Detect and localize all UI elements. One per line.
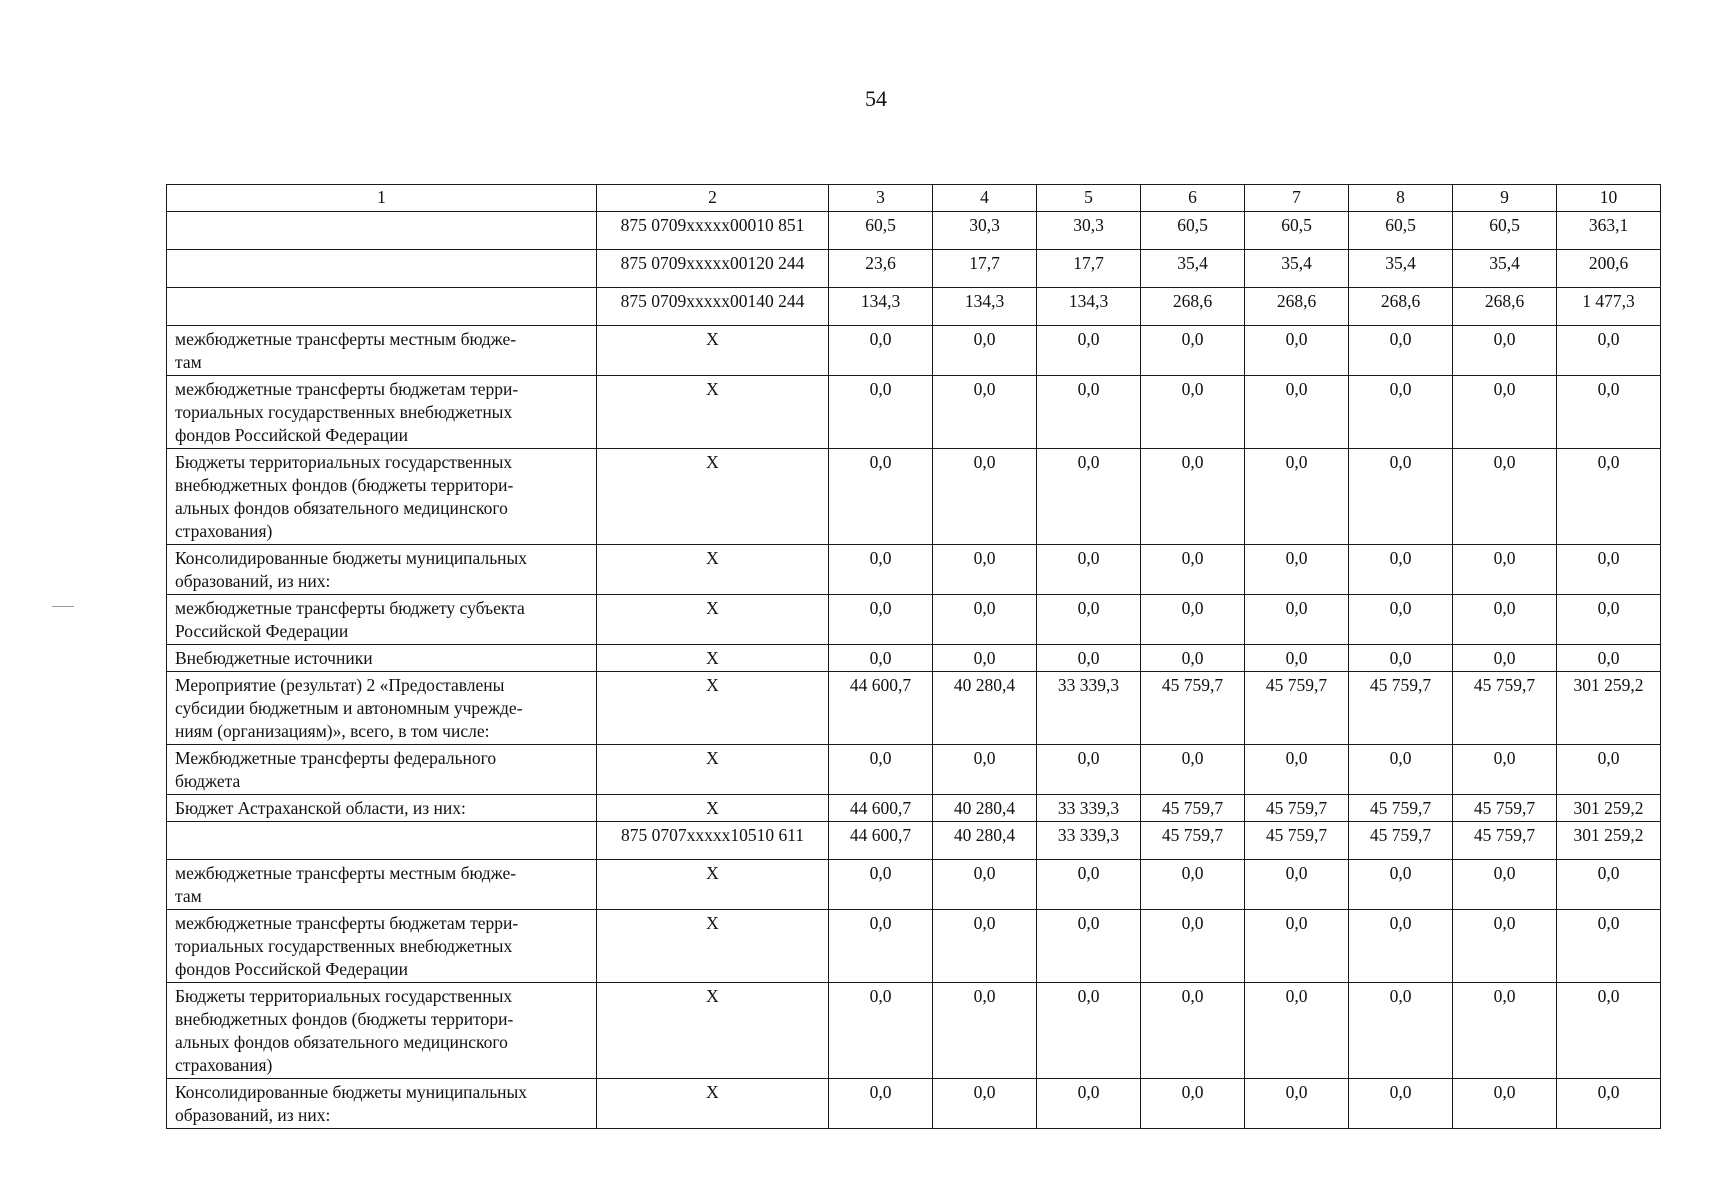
year-value-cell: 60,5 <box>1453 212 1557 250</box>
year-value-cell: 0,0 <box>1245 376 1349 449</box>
year-value-cell: 0,0 <box>933 449 1037 545</box>
budget-code-x: X <box>597 595 829 645</box>
year-value-cell: 0,0 <box>829 1079 933 1129</box>
table-row <box>167 326 1661 376</box>
year-value-cell: 0,0 <box>1453 745 1557 795</box>
year-value-cell: 0,0 <box>1349 326 1453 376</box>
year-value-cell: 0,0 <box>1141 326 1245 376</box>
table-row <box>167 983 1661 1079</box>
year-value-cell: 0,0 <box>1245 745 1349 795</box>
total-value-cell: 0,0 <box>1557 1079 1661 1129</box>
year-value-cell: 0,0 <box>1245 1079 1349 1129</box>
year-value-cell: 35,4 <box>1245 250 1349 288</box>
row-description <box>167 250 597 288</box>
year-value-cell: 0,0 <box>933 326 1037 376</box>
year-value-cell: 0,0 <box>933 645 1037 672</box>
budget-code-x: X <box>597 326 829 376</box>
year-value-cell: 0,0 <box>933 910 1037 983</box>
year-value-cell: 0,0 <box>829 983 933 1079</box>
year-value-cell: 17,7 <box>933 250 1037 288</box>
budget-classification-code: 875 0707xxxxx10510 611 <box>597 822 829 860</box>
table-row <box>167 745 1661 795</box>
year-value-cell: 0,0 <box>1141 645 1245 672</box>
row-description: Консолидированные бюджеты муниципальных образований, из них: <box>167 1079 597 1129</box>
budget-code-x: X <box>597 1079 829 1129</box>
row-description: межбюджетные трансферты бюджетам терри- ториальных государственных внебюджетных фондов Российской Федерации <box>167 376 597 449</box>
year-value-cell: 0,0 <box>933 545 1037 595</box>
year-value-cell: 60,5 <box>1141 212 1245 250</box>
year-value-cell: 0,0 <box>1453 983 1557 1079</box>
row-description: Бюджет Астраханской области, из них: <box>167 795 597 822</box>
year-value-cell: 0,0 <box>1037 1079 1141 1129</box>
row-description: межбюджетные трансферты местным бюдже- там <box>167 860 597 910</box>
table-row <box>167 376 1661 449</box>
year-value-cell: 0,0 <box>1037 910 1141 983</box>
year-value-cell: 0,0 <box>1245 545 1349 595</box>
budget-code-x: X <box>597 672 829 745</box>
row-description: Мероприятие (результат) 2 «Предоставлены субсидии бюджетным и автономным учрежде- ниям (организациям)», всего, в том числе: <box>167 672 597 745</box>
row-description <box>167 288 597 326</box>
year-value-cell: 0,0 <box>1245 326 1349 376</box>
year-value-cell: 0,0 <box>1349 860 1453 910</box>
year-value-cell: 60,5 <box>1349 212 1453 250</box>
column-number-header-row <box>167 185 1661 212</box>
budget-code-x: X <box>597 860 829 910</box>
year-value-cell: 40 280,4 <box>933 795 1037 822</box>
year-value-cell: 0,0 <box>1453 1079 1557 1129</box>
year-value-cell: 0,0 <box>1141 910 1245 983</box>
year-value-cell: 45 759,7 <box>1349 672 1453 745</box>
year-value-cell: 45 759,7 <box>1141 672 1245 745</box>
total-value-cell: 0,0 <box>1557 910 1661 983</box>
year-value-cell: 134,3 <box>1037 288 1141 326</box>
year-value-cell: 0,0 <box>1349 983 1453 1079</box>
year-value-cell: 40 280,4 <box>933 822 1037 860</box>
year-value-cell: 30,3 <box>933 212 1037 250</box>
row-description: межбюджетные трансферты местным бюдже- там <box>167 326 597 376</box>
total-value-cell: 0,0 <box>1557 326 1661 376</box>
year-value-cell: 0,0 <box>1453 860 1557 910</box>
year-value-cell: 0,0 <box>1141 745 1245 795</box>
year-value-cell: 134,3 <box>933 288 1037 326</box>
year-value-cell: 33 339,3 <box>1037 822 1141 860</box>
year-value-cell: 0,0 <box>1349 910 1453 983</box>
total-value-cell: 0,0 <box>1557 745 1661 795</box>
table-row <box>167 910 1661 983</box>
year-value-cell: 45 759,7 <box>1245 672 1349 745</box>
column-header: 2 <box>597 185 829 212</box>
year-value-cell: 0,0 <box>1037 545 1141 595</box>
table-row <box>167 822 1661 860</box>
column-header: 3 <box>829 185 933 212</box>
budget-code-x: X <box>597 910 829 983</box>
total-value-cell: 0,0 <box>1557 595 1661 645</box>
total-value-cell: 301 259,2 <box>1557 672 1661 745</box>
row-description: Консолидированные бюджеты муниципальных образований, из них: <box>167 545 597 595</box>
total-value-cell: 0,0 <box>1557 449 1661 545</box>
year-value-cell: 0,0 <box>829 745 933 795</box>
total-value-cell: 363,1 <box>1557 212 1661 250</box>
year-value-cell: 0,0 <box>1037 595 1141 645</box>
year-value-cell: 0,0 <box>933 745 1037 795</box>
column-header: 1 <box>167 185 597 212</box>
year-value-cell: 0,0 <box>1037 449 1141 545</box>
year-value-cell: 23,6 <box>829 250 933 288</box>
year-value-cell: 0,0 <box>829 326 933 376</box>
year-value-cell: 17,7 <box>1037 250 1141 288</box>
year-value-cell: 0,0 <box>1037 645 1141 672</box>
year-value-cell: 45 759,7 <box>1453 672 1557 745</box>
year-value-cell: 0,0 <box>829 645 933 672</box>
column-header: 9 <box>1453 185 1557 212</box>
year-value-cell: 45 759,7 <box>1453 795 1557 822</box>
table-row <box>167 672 1661 745</box>
row-description: Межбюджетные трансферты федерального бюджета <box>167 745 597 795</box>
year-value-cell: 268,6 <box>1245 288 1349 326</box>
year-value-cell: 0,0 <box>829 545 933 595</box>
year-value-cell: 0,0 <box>1141 1079 1245 1129</box>
year-value-cell: 0,0 <box>1349 745 1453 795</box>
table-body <box>167 185 1661 1129</box>
year-value-cell: 45 759,7 <box>1141 822 1245 860</box>
total-value-cell: 301 259,2 <box>1557 822 1661 860</box>
year-value-cell: 40 280,4 <box>933 672 1037 745</box>
total-value-cell: 200,6 <box>1557 250 1661 288</box>
table-row <box>167 1079 1661 1129</box>
year-value-cell: 0,0 <box>1349 376 1453 449</box>
year-value-cell: 0,0 <box>829 376 933 449</box>
year-value-cell: 0,0 <box>1141 983 1245 1079</box>
year-value-cell: 60,5 <box>1245 212 1349 250</box>
year-value-cell: 45 759,7 <box>1245 822 1349 860</box>
column-header: 5 <box>1037 185 1141 212</box>
budget-code-x: X <box>597 645 829 672</box>
total-value-cell: 0,0 <box>1557 645 1661 672</box>
year-value-cell: 268,6 <box>1141 288 1245 326</box>
year-value-cell: 0,0 <box>933 860 1037 910</box>
year-value-cell: 0,0 <box>1245 595 1349 645</box>
year-value-cell: 0,0 <box>1453 545 1557 595</box>
row-description <box>167 212 597 250</box>
row-description: Бюджеты территориальных государственных внебюджетных фондов (бюджеты территори- альных фондов обязательного медицинского страхования) <box>167 449 597 545</box>
year-value-cell: 0,0 <box>1245 983 1349 1079</box>
year-value-cell: 0,0 <box>1349 645 1453 672</box>
total-value-cell: 1 477,3 <box>1557 288 1661 326</box>
year-value-cell: 0,0 <box>1453 326 1557 376</box>
year-value-cell: 0,0 <box>1245 910 1349 983</box>
year-value-cell: 0,0 <box>1141 449 1245 545</box>
year-value-cell: 0,0 <box>1037 745 1141 795</box>
year-value-cell: 0,0 <box>1453 645 1557 672</box>
table-row <box>167 645 1661 672</box>
year-value-cell: 35,4 <box>1453 250 1557 288</box>
budget-classification-code: 875 0709xxxxx00120 244 <box>597 250 829 288</box>
year-value-cell: 0,0 <box>1245 449 1349 545</box>
year-value-cell: 0,0 <box>1037 860 1141 910</box>
year-value-cell: 0,0 <box>1141 376 1245 449</box>
table-row <box>167 545 1661 595</box>
budget-table <box>166 184 1661 1129</box>
table-row <box>167 860 1661 910</box>
year-value-cell: 0,0 <box>933 1079 1037 1129</box>
year-value-cell: 44 600,7 <box>829 672 933 745</box>
year-value-cell: 0,0 <box>1453 376 1557 449</box>
year-value-cell: 268,6 <box>1453 288 1557 326</box>
budget-code-x: X <box>597 449 829 545</box>
budget-classification-code: 875 0709xxxxx00140 244 <box>597 288 829 326</box>
year-value-cell: 45 759,7 <box>1349 795 1453 822</box>
row-description: межбюджетные трансферты бюджету субъекта Российской Федерации <box>167 595 597 645</box>
year-value-cell: 0,0 <box>933 983 1037 1079</box>
row-description: межбюджетные трансферты бюджетам терри- ториальных государственных внебюджетных фондов Российской Федерации <box>167 910 597 983</box>
column-header: 7 <box>1245 185 1349 212</box>
table-row <box>167 250 1661 288</box>
total-value-cell: 0,0 <box>1557 860 1661 910</box>
table-row <box>167 449 1661 545</box>
row-description: Внебюджетные источники <box>167 645 597 672</box>
year-value-cell: 45 759,7 <box>1349 822 1453 860</box>
page-number: 54 <box>865 86 887 111</box>
column-header: 4 <box>933 185 1037 212</box>
table-row <box>167 795 1661 822</box>
table-row <box>167 288 1661 326</box>
year-value-cell: 0,0 <box>1037 376 1141 449</box>
row-description <box>167 822 597 860</box>
year-value-cell: 0,0 <box>1141 545 1245 595</box>
year-value-cell: 0,0 <box>1141 860 1245 910</box>
year-value-cell: 33 339,3 <box>1037 795 1141 822</box>
year-value-cell: 35,4 <box>1349 250 1453 288</box>
budget-code-x: X <box>597 376 829 449</box>
budget-code-x: X <box>597 745 829 795</box>
year-value-cell: 0,0 <box>1245 645 1349 672</box>
year-value-cell: 0,0 <box>829 595 933 645</box>
column-header: 10 <box>1557 185 1661 212</box>
budget-code-x: X <box>597 983 829 1079</box>
year-value-cell: 0,0 <box>1245 860 1349 910</box>
year-value-cell: 0,0 <box>1349 1079 1453 1129</box>
year-value-cell: 44 600,7 <box>829 822 933 860</box>
year-value-cell: 33 339,3 <box>1037 672 1141 745</box>
year-value-cell: 0,0 <box>829 910 933 983</box>
year-value-cell: 0,0 <box>829 449 933 545</box>
year-value-cell: 0,0 <box>1453 595 1557 645</box>
year-value-cell: 45 759,7 <box>1141 795 1245 822</box>
budget-classification-code: 875 0709xxxxx00010 851 <box>597 212 829 250</box>
year-value-cell: 0,0 <box>1141 595 1245 645</box>
budget-code-x: X <box>597 545 829 595</box>
year-value-cell: 0,0 <box>1453 910 1557 983</box>
year-value-cell: 0,0 <box>1349 449 1453 545</box>
year-value-cell: 0,0 <box>1453 449 1557 545</box>
table-row <box>167 212 1661 250</box>
total-value-cell: 301 259,2 <box>1557 795 1661 822</box>
total-value-cell: 0,0 <box>1557 376 1661 449</box>
total-value-cell: 0,0 <box>1557 983 1661 1079</box>
year-value-cell: 45 759,7 <box>1453 822 1557 860</box>
year-value-cell: 0,0 <box>1037 983 1141 1079</box>
year-value-cell: 0,0 <box>933 376 1037 449</box>
scan-artifact-dash <box>52 606 74 607</box>
year-value-cell: 0,0 <box>933 595 1037 645</box>
column-header: 6 <box>1141 185 1245 212</box>
total-value-cell: 0,0 <box>1557 545 1661 595</box>
year-value-cell: 60,5 <box>829 212 933 250</box>
column-header: 8 <box>1349 185 1453 212</box>
year-value-cell: 0,0 <box>1037 326 1141 376</box>
year-value-cell: 134,3 <box>829 288 933 326</box>
year-value-cell: 30,3 <box>1037 212 1141 250</box>
budget-code-x: X <box>597 795 829 822</box>
year-value-cell: 0,0 <box>1349 545 1453 595</box>
year-value-cell: 35,4 <box>1141 250 1245 288</box>
year-value-cell: 44 600,7 <box>829 795 933 822</box>
year-value-cell: 0,0 <box>829 860 933 910</box>
year-value-cell: 0,0 <box>1349 595 1453 645</box>
table-row <box>167 595 1661 645</box>
row-description: Бюджеты территориальных государственных внебюджетных фондов (бюджеты территори- альных фондов обязательного медицинского страхования) <box>167 983 597 1079</box>
year-value-cell: 268,6 <box>1349 288 1453 326</box>
year-value-cell: 45 759,7 <box>1245 795 1349 822</box>
